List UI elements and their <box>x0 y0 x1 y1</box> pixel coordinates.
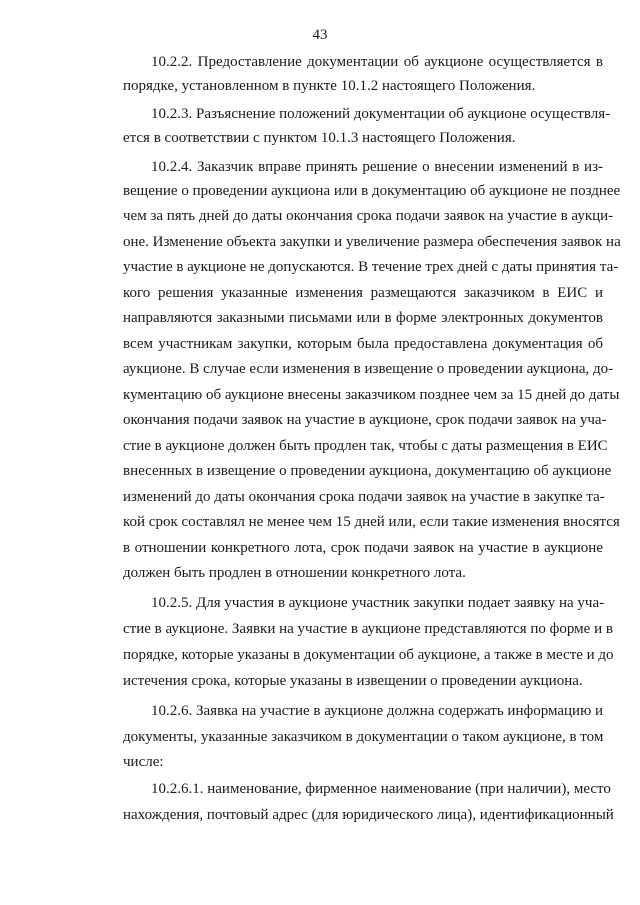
paragraph-10-2-4-line: внесенных в извещение о проведении аукциона, документацию об аукционе <box>123 463 612 479</box>
paragraph-10-2-4-line: в отношении конкретного лота, срок подачи заявок на участие в аукционе <box>123 540 603 556</box>
paragraph-10-2-4-line: окончания подачи заявок на участие в аукционе, срок подачи заявок на уча- <box>123 412 607 428</box>
paragraph-10-2-5-line: стие в аукционе. Заявки на участие в аукционе представляются по форме и в <box>123 621 613 637</box>
paragraph-10-2-6-1-line: нахождения, почтовый адрес (для юридического лица), идентификационный <box>123 807 614 823</box>
paragraph-10-2-4-line: всем участникам закупки, которым была предоставлена документация об <box>123 336 603 352</box>
paragraph-10-2-6-line: документы, указанные заказчиком в документации о таком аукционе, в том <box>123 729 604 745</box>
paragraph-10-2-4-line: кументацию об аукционе внесены заказчиком позднее чем за 15 дней до даты <box>123 387 620 403</box>
paragraph-10-2-4-line: 10.2.4. Заказчик вправе принять решение о внесении изменений в из- <box>151 159 603 175</box>
paragraph-10-2-4-line: аукционе. В случае если изменения в извещение о проведении аукциона, до- <box>123 361 614 377</box>
paragraph-10-2-4-line: должен быть продлен в отношении конкретного лота. <box>123 565 466 581</box>
paragraph-10-2-6-line: 10.2.6. Заявка на участие в аукционе должна содержать информацию и <box>151 703 604 719</box>
paragraph-10-2-4-line: чем за пять дней до даты окончания срока подачи заявок на участие в аукци- <box>123 208 614 224</box>
paragraph-10-2-5-line: истечения срока, которые указаны в извещении о проведении аукциона. <box>123 673 583 689</box>
paragraph-10-2-4-line: направляются заказными письмами или в форме электронных документов <box>123 310 603 326</box>
paragraph-10-2-4-line: изменений до даты окончания срока подачи заявок на участие в закупке та- <box>123 489 605 505</box>
paragraph-10-2-4-line: кой срок составлял не менее чем 15 дней или, если такие изменения вносятся <box>123 514 620 530</box>
paragraph-10-2-3-line: ется в соответствии с пунктом 10.1.3 настоящего Положения. <box>123 130 516 146</box>
paragraph-10-2-4-line: кого решения указанные изменения размещаются заказчиком в ЕИС и <box>123 285 603 301</box>
paragraph-10-2-4-line: вещение о проведении аукциона или в документацию об аукционе не позднее <box>123 183 621 199</box>
paragraph-10-2-2-line: 10.2.2. Предоставление документации об аукционе осуществляется в <box>151 54 603 70</box>
paragraph-10-2-4-line: оне. Изменение объекта закупки и увеличение размера обеспечения заявок на <box>123 234 621 250</box>
paragraph-10-2-4-line: участие в аукционе не допускаются. В течение трех дней с даты принятия та- <box>123 259 619 275</box>
page-number: 43 <box>312 27 328 43</box>
paragraph-10-2-2-line: порядке, установленном в пункте 10.1.2 настоящего Положения. <box>123 78 536 94</box>
paragraph-10-2-6-line: числе: <box>123 754 164 770</box>
paragraph-10-2-6-1-line: 10.2.6.1. наименование, фирменное наименование (при наличии), место <box>151 781 611 797</box>
paragraph-10-2-5-line: порядке, которые указаны в документации об аукционе, а также в месте и до <box>123 647 614 663</box>
paragraph-10-2-5-line: 10.2.5. Для участия в аукционе участник закупки подает заявку на уча- <box>151 595 605 611</box>
paragraph-10-2-4-line: стие в аукционе должен быть продлен так, чтобы с даты размещения в ЕИС <box>123 438 608 454</box>
paragraph-10-2-3-line: 10.2.3. Разъяснение положений документации об аукционе осуществля- <box>151 106 611 122</box>
